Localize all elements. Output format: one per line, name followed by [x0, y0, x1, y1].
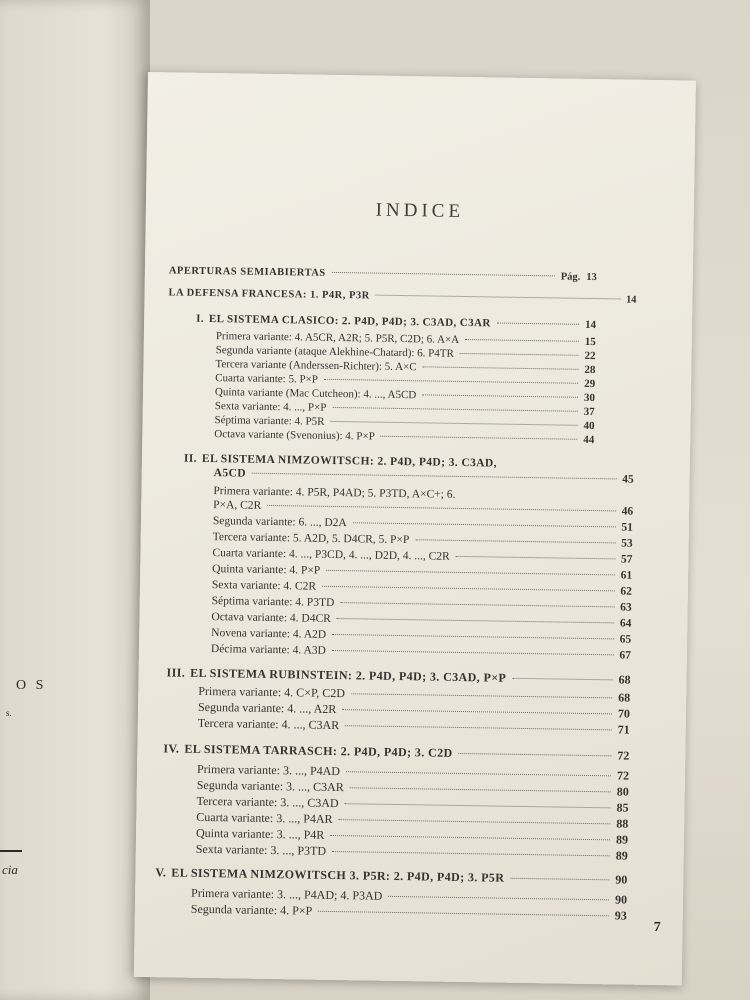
- dot-leader: [353, 522, 616, 527]
- dot-leader: [332, 407, 577, 412]
- dot-leader: [318, 911, 609, 917]
- entry-title: Primera variante: 3. ..., P4AD; 4. P3AD: [191, 885, 383, 903]
- dot-leader: [376, 295, 620, 300]
- toc-section-entry: [163, 742, 629, 762]
- entry-page-number: 14: [584, 318, 597, 332]
- dot-leader: [330, 835, 610, 840]
- entry-page-number: 65: [619, 633, 632, 646]
- page-number: 7: [653, 920, 661, 936]
- entry-title: Primera variante: 4. A5CR, A2R; 5. P5R, C2D; 6. A×A: [215, 330, 460, 346]
- entry-page-number: 62: [620, 585, 632, 598]
- entry-title: Sexta variante: 4. ..., P×P: [214, 400, 327, 414]
- dot-leader: [342, 709, 612, 714]
- dot-leader: [422, 394, 578, 397]
- entry-page-number: 44: [583, 433, 595, 447]
- toc-entry: [211, 643, 631, 663]
- toc-entry: [198, 717, 630, 737]
- entry-page-number: 37: [583, 405, 595, 419]
- entry-title: Tercera variante: 5. A2D, 5. D4CR, 5. P×P: [212, 531, 410, 547]
- entry-page-number: 45: [622, 473, 634, 486]
- entry-title: Sexta variante: 4. C2R: [211, 579, 317, 593]
- entry-page-number: 53: [621, 537, 633, 550]
- entry-page-number: 57: [620, 553, 633, 566]
- entry-title: Segunda variante: 4. ..., A2R: [197, 699, 337, 717]
- entry-title: EL SISTEMA TARRASCH: 2. P4D, P4D; 3. C2D: [184, 741, 453, 760]
- entry-title: Tercera variante: 4. ..., C3AR: [197, 715, 340, 733]
- index-page: [134, 72, 696, 985]
- entry-page-number: 93: [614, 908, 627, 923]
- dot-leader: [415, 539, 615, 543]
- entry-title: Primera variante: 4. P5R, P4AD; 5. P3TD, A×C+; 6.: [213, 485, 456, 501]
- entry-page-number: 85: [616, 800, 629, 815]
- entry-title: Segunda variante: 6. ..., D2A: [212, 515, 347, 530]
- dot-leader: [497, 323, 579, 325]
- section-numeral: I.: [196, 312, 205, 325]
- entry-page-number: 88: [616, 816, 629, 831]
- entry-page-number: 64: [619, 617, 632, 630]
- entry-title: Primera variante: 4. C×P, C2D: [198, 683, 346, 701]
- dot-leader: [252, 473, 616, 480]
- dot-leader: [324, 379, 578, 384]
- dot-leader: [346, 771, 611, 776]
- entry-title: A5CD: [213, 467, 247, 480]
- entry-title: Tercera variante: 3. ..., C3AD: [196, 793, 339, 811]
- entry-title: EL SISTEMA NIMZOWITSCH 3. P5R: 2. P4D, P4D; 3. P5R: [171, 865, 505, 885]
- entry-page-number: 40: [583, 419, 595, 433]
- entry-page-number: 28: [584, 363, 596, 377]
- toc-section-entry: [196, 313, 596, 332]
- section-numeral: V.: [155, 865, 167, 880]
- dot-leader: [350, 787, 611, 792]
- entry-page-number: 72: [616, 768, 630, 783]
- entry-page-number: 22: [584, 349, 596, 363]
- page-label: Pág.: [560, 271, 581, 283]
- entry-page-number: 46: [621, 505, 634, 518]
- dot-leader: [340, 602, 614, 607]
- dot-leader: [332, 650, 614, 655]
- toc-entry: [191, 903, 627, 923]
- entry-page-number: 72: [617, 748, 630, 763]
- section-numeral: IV.: [163, 741, 180, 756]
- entry-page-number: 67: [619, 649, 631, 662]
- toc-entry: [169, 264, 597, 284]
- dot-leader: [332, 272, 555, 277]
- entry-title: Segunda variante: 3. ..., C3AR: [196, 777, 344, 795]
- dot-leader: [322, 586, 614, 592]
- toc-section-entry: [155, 866, 627, 886]
- entry-title: Décima variante: 4. A3D: [210, 643, 326, 657]
- entry-page-number: 51: [621, 521, 633, 534]
- dot-leader: [267, 505, 615, 511]
- entry-title: Octava variante (Svenonius): 4. P×P: [214, 428, 375, 443]
- entry-title: Séptima variante: 4. P3TD: [211, 595, 335, 609]
- entry-title: Quinta variante (Mac Cutcheon): 4. ..., A5CD: [214, 386, 417, 402]
- dot-leader: [388, 896, 609, 900]
- dot-leader: [381, 436, 578, 440]
- entry-title: EL SISTEMA NIMZOWITSCH: 2. P4D, P4D; 3. C3AD,: [201, 452, 498, 470]
- entry-title: Cuarta variante: 5. P×P: [215, 372, 319, 386]
- toc-entry: [168, 286, 636, 306]
- entry-title: Octava variante: 4. D4CR: [211, 611, 331, 625]
- entry-title: Séptima variante: 4. P5R: [214, 414, 325, 428]
- section-numeral: III.: [166, 665, 186, 680]
- left-page-text-fragment: s.: [6, 708, 12, 718]
- dot-leader: [512, 678, 612, 681]
- entry-title: EL SISTEMA RUBINSTEIN: 2. P4D, P4D; 3. C3AD, P×P: [190, 665, 507, 685]
- entry-page-number: 61: [620, 569, 633, 582]
- entry-page-number: 89: [615, 848, 628, 863]
- entry-title: Quinta variante: 4. P×P: [212, 563, 321, 577]
- entry-title: P×A, C2R: [213, 499, 262, 512]
- entry-title: LA DEFENSA FRANCESA: 1. P4R, P3R: [168, 287, 370, 302]
- dot-leader: [510, 878, 609, 881]
- entry-page-number: 80: [616, 784, 629, 799]
- entry-title: Segunda variante (ataque Alekhine-Chatard): 6. P4TR: [215, 344, 454, 360]
- entry-title: APERTURAS SEMIABIERTAS: [168, 265, 326, 279]
- entry-title: Tercera variante (Anderssen-Richter): 5. A×C: [215, 358, 417, 374]
- entry-page-number: 13: [586, 271, 597, 284]
- entry-page-number: 30: [583, 391, 596, 405]
- entry-title: Cuarta variante: 4. ..., P3CD, 4. ..., D2D, 4. ..., C2R: [212, 547, 450, 563]
- dot-leader: [332, 634, 614, 639]
- entry-title: Quinta variante: 3. ..., P4R: [195, 825, 325, 842]
- entry-page-number: 14: [625, 294, 637, 306]
- entry-title: Cuarta variante: 3. ..., P4AR: [196, 809, 333, 826]
- entry-page-number: 68: [618, 690, 631, 705]
- left-book-page: [0, 0, 150, 1000]
- left-page-text-fragment: cia: [2, 862, 18, 877]
- dot-leader: [331, 421, 578, 426]
- entry-page-number: 63: [620, 601, 632, 614]
- dot-leader: [337, 618, 614, 623]
- dot-leader: [423, 366, 579, 369]
- dot-leader: [351, 693, 612, 698]
- entry-page-number: 90: [614, 892, 628, 907]
- dot-leader: [460, 353, 579, 356]
- page-title: INDICE: [375, 199, 465, 222]
- entry-title: Sexta variante: 3. ..., P3TD: [195, 841, 327, 858]
- left-page-rule: [0, 850, 22, 852]
- entry-page-number: 71: [617, 722, 630, 737]
- dot-leader: [345, 803, 611, 808]
- entry-page-number: 89: [615, 832, 629, 847]
- dot-leader: [326, 570, 614, 576]
- entry-page-number: 15: [584, 335, 596, 349]
- dot-leader: [345, 725, 612, 730]
- dot-leader: [332, 851, 610, 856]
- entry-title: Primera variante: 3. ..., P4AD: [196, 761, 341, 779]
- entry-page-number: 90: [615, 872, 628, 887]
- entry-page-number: 70: [617, 706, 631, 721]
- dot-leader: [456, 556, 615, 560]
- entry-title: Segunda variante: 4. P×P: [190, 901, 313, 918]
- entry-page-number: 68: [618, 672, 631, 687]
- dot-leader: [465, 339, 579, 342]
- toc-entry: [196, 843, 628, 863]
- entry-page-number: 29: [584, 377, 596, 391]
- entry-title: EL SISTEMA CLASICO: 2. P4D, P4D; 3. C3AD, C3AR: [208, 312, 491, 330]
- dot-leader: [339, 819, 611, 824]
- dot-leader: [459, 753, 612, 756]
- entry-title: Novena variante: 4. A2D: [211, 627, 327, 641]
- left-page-text-fragment: O S: [16, 678, 47, 693]
- section-numeral: II.: [183, 452, 198, 465]
